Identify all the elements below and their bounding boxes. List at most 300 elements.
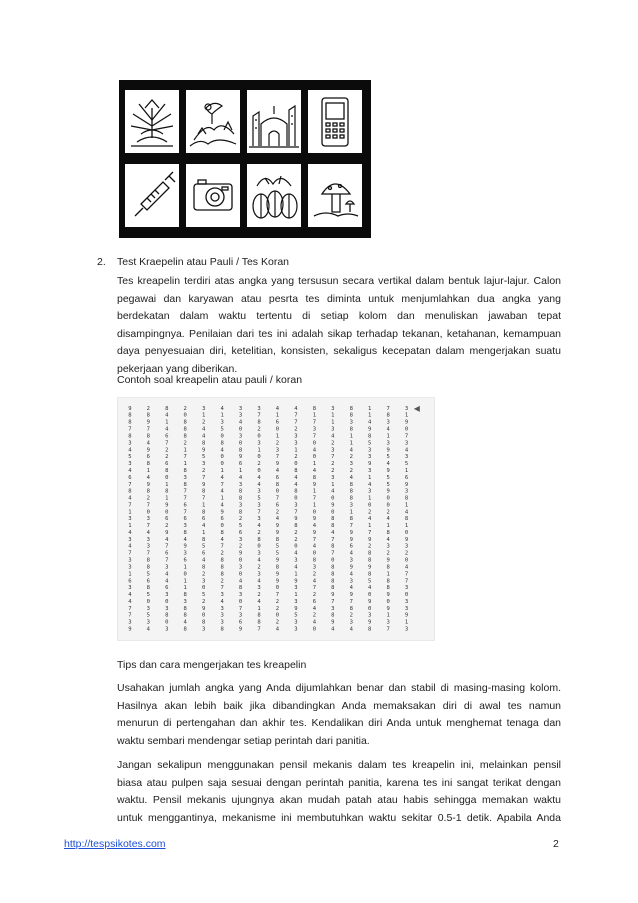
grid-digit: 8 (312, 557, 317, 564)
page-number: 2 (553, 838, 559, 850)
grid-digit: 8 (202, 488, 206, 495)
grid-digit: 3 (294, 626, 298, 633)
grid-digit: 0 (404, 529, 409, 536)
grid-digit: 3 (275, 447, 280, 454)
grid-digit: 4 (220, 536, 224, 543)
grid-digit: 3 (146, 536, 151, 543)
grid-digit: 4 (404, 509, 409, 516)
grid-digit: 3 (257, 405, 261, 412)
paragraph-line: daya penyesuaian diri, ketelitian, konsisten, sekaligus kecepatan dalam mengerjakan suatu (117, 345, 561, 358)
grid-digit: 8 (183, 426, 187, 433)
grid-digit: 9 (238, 454, 243, 461)
grid-digit: 8 (312, 474, 317, 481)
grid-digit: 4 (146, 529, 151, 536)
grid-digit: 6 (238, 529, 243, 536)
grid-digit: 8 (368, 557, 372, 564)
grid-digit: 4 (257, 578, 261, 585)
grid-digit: 2 (257, 564, 261, 571)
grid-digit: 4 (146, 474, 151, 481)
grid-digit: 5 (238, 523, 243, 530)
grid-digit: 1 (331, 412, 335, 419)
grid-digit: 2 (257, 461, 261, 468)
grid-digit: 1 (165, 481, 169, 488)
grid-digit: 5 (275, 543, 280, 550)
grid-digit: 2 (368, 543, 372, 550)
grid-digit: 7 (368, 529, 372, 536)
grid-digit: 5 (202, 543, 206, 550)
grid-digit: 3 (368, 612, 372, 619)
grid-digit: 9 (146, 447, 151, 454)
grid-digit: 3 (331, 605, 335, 612)
grid-digit: 7 (128, 426, 132, 433)
grid-digit: 4 (404, 447, 409, 454)
grid-digit: 3 (294, 440, 298, 447)
grid-digit: 3 (128, 619, 132, 626)
footer-url-link[interactable]: http://tespsikotes.com (64, 838, 166, 850)
grid-digit: 7 (202, 474, 206, 481)
grid-digit: 9 (349, 529, 353, 536)
grid-digit: 0 (294, 495, 298, 502)
grid-digit: 4 (220, 474, 224, 481)
grid-digit: 8 (238, 488, 243, 495)
grid-digit: 5 (202, 454, 206, 461)
grid-digit: 8 (183, 467, 187, 474)
grid-digit: 5 (386, 481, 390, 488)
grid-digit: 5 (386, 454, 390, 461)
grid-digit: 4 (312, 523, 317, 530)
grid-digit: 1 (202, 502, 206, 509)
grid-digit: 4 (220, 447, 224, 454)
grid-digit: 4 (183, 619, 187, 626)
grid-digit: 7 (404, 571, 409, 578)
grid-digit: 2 (257, 592, 261, 599)
grid-digit: 8 (202, 440, 206, 447)
grid-digit: 9 (202, 447, 206, 454)
arrow-marker-icon (414, 406, 420, 412)
paragraph-line: pegawai dan karyawan atau pesrta tes diminta untuk menjumlahkan dua angka yang (117, 292, 561, 305)
grid-digit: 0 (202, 585, 206, 592)
grid-digit: 9 (349, 564, 353, 571)
paragraph-line: disampingnya. Penilaian dari tes ini adalah sikap terhadap tekanan, ketahanan, kemampuan (117, 327, 561, 340)
grid-digit: 5 (404, 461, 409, 468)
grid-digit: 9 (404, 536, 409, 543)
grid-digit: 9 (294, 578, 298, 585)
grid-digit: 3 (404, 598, 409, 605)
grid-digit: 1 (368, 474, 372, 481)
grid-digit: 3 (294, 502, 298, 509)
grid-digit: 9 (275, 571, 280, 578)
grid-digit: 0 (165, 509, 169, 516)
grid-digit: 1 (238, 467, 243, 474)
grid-digit: 8 (386, 564, 390, 571)
grid-digit: 3 (386, 619, 390, 626)
grid-digit: 9 (404, 419, 409, 426)
grid-digit: 9 (386, 467, 390, 474)
picture-test-figure (119, 80, 371, 238)
kraepelin-grid-image (117, 397, 435, 641)
grid-digit: 1 (404, 412, 409, 419)
grid-digit: 7 (386, 405, 390, 412)
grid-digit: 2 (257, 529, 261, 536)
grid-digit: 4 (238, 419, 243, 426)
grid-digit: 0 (368, 502, 372, 509)
grid-digit: 4 (312, 543, 317, 550)
grid-digit: 8 (368, 571, 372, 578)
grid-digit: 7 (331, 550, 335, 557)
grid-digit: 4 (257, 557, 261, 564)
grid-digit: 3 (386, 543, 390, 550)
grid-digit: 2 (294, 536, 298, 543)
grid-digit: 4 (257, 474, 261, 481)
grid-digit: 7 (220, 585, 224, 592)
grid-digit: 7 (404, 578, 409, 585)
grid-digit: 6 (202, 550, 206, 557)
grid-digit: 2 (275, 440, 280, 447)
grid-digit: 7 (146, 502, 151, 509)
grid-digit: 3 (128, 557, 132, 564)
grid-digit: 8 (386, 578, 390, 585)
grid-digit: 0 (257, 433, 261, 440)
grid-digit: 0 (294, 461, 298, 468)
grid-digit: 4 (349, 585, 353, 592)
grid-digit: 0 (165, 474, 169, 481)
grid-digit: 4 (404, 564, 409, 571)
grid-digit: 5 (128, 454, 132, 461)
grid-digit: 2 (275, 605, 280, 612)
grid-digit: 1 (165, 419, 169, 426)
grid-digit: 8 (349, 495, 353, 502)
grid-digit: 3 (257, 571, 261, 578)
grid-digit: 2 (294, 426, 298, 433)
grid-digit: 8 (165, 467, 169, 474)
grid-digit: 1 (312, 502, 317, 509)
grid-digit: 7 (183, 495, 187, 502)
grid-digit: 8 (220, 440, 224, 447)
grid-digit: 6 (165, 550, 169, 557)
grid-digit: 3 (257, 440, 261, 447)
grid-digit: 4 (257, 523, 261, 530)
grid-digit: 9 (386, 447, 390, 454)
grid-digit: 6 (275, 502, 280, 509)
grid-digit: 4 (257, 481, 261, 488)
grid-digit: 2 (202, 467, 206, 474)
grid-digit: 4 (202, 426, 206, 433)
grid-digit: 8 (220, 626, 224, 633)
grid-digit: 3 (128, 585, 132, 592)
grid-digit: 9 (238, 550, 243, 557)
grid-digit: 1 (404, 523, 409, 530)
grid-digit: 9 (368, 461, 372, 468)
grid-digit: 2 (294, 529, 298, 536)
grid-digit: 8 (294, 488, 298, 495)
grid-digit: 4 (386, 516, 390, 523)
tips-heading: Tips dan cara mengerjakan tes kreapelin (117, 659, 307, 671)
grid-digit: 1 (128, 509, 132, 516)
grid-digit: 7 (312, 495, 317, 502)
grid-digit: 0 (275, 585, 280, 592)
grid-digit: 1 (183, 461, 187, 468)
grid-digit: 3 (368, 447, 372, 454)
grid-digit: 3 (368, 454, 372, 461)
grid-digit: 3 (331, 447, 335, 454)
grid-digit: 3 (128, 440, 132, 447)
grid-digit: 2 (202, 571, 206, 578)
grid-digit: 3 (238, 433, 243, 440)
grid-digit: 8 (368, 433, 372, 440)
grid-digit: 9 (202, 481, 206, 488)
grid-digit: 3 (165, 592, 169, 599)
grid-digit: 9 (165, 529, 169, 536)
grid-digit: 0 (257, 467, 261, 474)
grid-digit: 1 (294, 592, 298, 599)
example-caption: Contoh soal kreapelin atau pauli / koran (117, 374, 303, 386)
grid-digit: 1 (368, 495, 372, 502)
grid-digit: 9 (386, 557, 390, 564)
grid-digit: 6 (183, 516, 187, 523)
grid-digit: 2 (220, 550, 224, 557)
grid-digit: 8 (349, 488, 353, 495)
grid-digit: 4 (128, 543, 132, 550)
grid-digit: 4 (238, 578, 243, 585)
grid-digit: 9 (275, 529, 280, 536)
grid-digit: 8 (257, 419, 261, 426)
grid-digit: 8 (331, 612, 335, 619)
grid-digit: 9 (312, 481, 317, 488)
grid-digit: 1 (257, 447, 261, 454)
paragraph-line: berdekatan dalam waktu tertentu di setiap kolom dan menuliskan jawaban tepat (117, 310, 561, 323)
mobile-phone-icon (308, 90, 362, 153)
grid-digit: 4 (165, 571, 169, 578)
grid-digit: 1 (368, 405, 372, 412)
grid-digit: 3 (312, 564, 317, 571)
grid-digit: 8 (183, 419, 187, 426)
grid-digit: 1 (202, 529, 206, 536)
grid-digit: 3 (257, 550, 261, 557)
grid-digit: 3 (238, 412, 243, 419)
grid-digit: 4 (349, 626, 353, 633)
grid-digit: 3 (183, 523, 187, 530)
grid-digit: 6 (165, 516, 169, 523)
grid-digit: 8 (349, 412, 353, 419)
grid-digit: 0 (404, 426, 409, 433)
grid-digit: 7 (275, 495, 280, 502)
grid-digit: 3 (238, 502, 243, 509)
grid-digit: 3 (331, 474, 335, 481)
grid-digit: 6 (220, 516, 224, 523)
paragraph-line: waktu. Pensil mekanis ujungnya akan mudah patah atau habis sehingga memakan waktu (117, 794, 561, 807)
grid-digit: 6 (146, 578, 151, 585)
grid-digit: 6 (165, 461, 169, 468)
grid-digit: 9 (312, 529, 317, 536)
grid-digit: 2 (386, 550, 390, 557)
grid-digit: 4 (220, 488, 224, 495)
grid-digit: 2 (349, 612, 353, 619)
grid-digit: 2 (220, 578, 224, 585)
grid-digit: 5 (146, 592, 151, 599)
grid-digit: 8 (386, 585, 390, 592)
grid-digit: 4 (349, 474, 353, 481)
grid-digit: 2 (183, 440, 187, 447)
grid-digit: 8 (331, 571, 335, 578)
grid-digit: 1 (331, 419, 335, 426)
grid-digit: 7 (202, 495, 206, 502)
grid-digit: 3 (257, 488, 261, 495)
grid-digit: 7 (128, 481, 132, 488)
grid-digit: 9 (238, 626, 243, 633)
grid-digit: 4 (312, 467, 317, 474)
grid-digit: 4 (128, 592, 132, 599)
grid-digit: 1 (386, 571, 390, 578)
grid-digit: 1 (404, 619, 409, 626)
grid-digit: 2 (238, 543, 243, 550)
grid-digit: 7 (128, 605, 132, 612)
grid-digit: 9 (202, 605, 206, 612)
grid-digit: 7 (275, 592, 280, 599)
grid-digit: 7 (146, 550, 151, 557)
grid-digit: 3 (220, 619, 224, 626)
paragraph-line: biasa atau pulpen saja sesuai dengan perintah panitia, karena tes ini sangat terikat dengan (117, 776, 561, 789)
grid-digit: 1 (220, 467, 224, 474)
grid-digit: 7 (128, 502, 132, 509)
grid-digit: 3 (238, 592, 243, 599)
grid-digit: 9 (386, 605, 390, 612)
grid-digit: 3 (238, 405, 243, 412)
grid-digit: 6 (275, 419, 280, 426)
grid-digit: 0 (165, 598, 169, 605)
section-title: Test Kraepelin atau Pauli / Tes Koran (117, 256, 289, 268)
grid-digit: 3 (368, 467, 372, 474)
grid-digit: 1 (294, 571, 298, 578)
grid-digit: 9 (368, 598, 372, 605)
grid-digit: 1 (165, 495, 169, 502)
grid-digit: 3 (386, 419, 390, 426)
grid-digit: 8 (183, 481, 187, 488)
grid-digit: 4 (368, 585, 372, 592)
grid-digit: 8 (165, 488, 169, 495)
grid-digit: 4 (202, 523, 206, 530)
grid-digit: 8 (238, 447, 243, 454)
grid-digit: 6 (275, 474, 280, 481)
grid-digit: 8 (183, 605, 187, 612)
grid-digit: 8 (183, 592, 187, 599)
grid-digit: 4 (294, 550, 298, 557)
grid-digit: 9 (368, 426, 372, 433)
grid-digit: 9 (312, 516, 317, 523)
grid-digit: 3 (165, 564, 169, 571)
grid-digit: 8 (165, 612, 169, 619)
grid-digit: 4 (146, 440, 151, 447)
list-number: 2. (97, 256, 106, 268)
grid-digit: 1 (183, 585, 187, 592)
grid-digit: 3 (404, 405, 409, 412)
grid-digit: 4 (312, 447, 317, 454)
grid-digit: 4 (202, 557, 206, 564)
grid-digit: 3 (349, 557, 353, 564)
grid-digit: 4 (275, 516, 280, 523)
grid-digit: 7 (331, 598, 335, 605)
grid-digit: 0 (312, 454, 317, 461)
grid-digit: 1 (368, 412, 372, 419)
grid-digit: 3 (404, 440, 409, 447)
grid-digit: 1 (386, 612, 390, 619)
grid-digit: 8 (128, 419, 132, 426)
grid-digit: 8 (183, 626, 187, 633)
grid-digit: 6 (128, 578, 132, 585)
grid-digit: 9 (331, 502, 335, 509)
grid-digit: 4 (128, 447, 132, 454)
grid-digit: 4 (368, 481, 372, 488)
grid-digit: 4 (146, 626, 151, 633)
grid-digit: 3 (202, 626, 206, 633)
grid-digit: 3 (404, 543, 409, 550)
grid-digit: 3 (404, 488, 409, 495)
grid-digit: 7 (165, 557, 169, 564)
grid-digit: 7 (183, 509, 187, 516)
grid-digit: 8 (165, 405, 169, 412)
grid-digit: 7 (146, 523, 151, 530)
grid-digit: 9 (220, 509, 224, 516)
grid-digit: 8 (146, 461, 151, 468)
grid-digit: 8 (331, 564, 335, 571)
grid-digit: 3 (368, 488, 372, 495)
grid-digit: 7 (183, 454, 187, 461)
grid-digit: 8 (275, 536, 280, 543)
grid-digit: 4 (165, 578, 169, 585)
grid-digit: 8 (202, 509, 206, 516)
grid-digit: 0 (312, 626, 317, 633)
grid-digit: 3 (294, 619, 298, 626)
grid-digit: 4 (128, 495, 132, 502)
grid-digit: 7 (312, 585, 317, 592)
grid-digit: 0 (331, 557, 335, 564)
grid-digit: 8 (386, 529, 390, 536)
grid-digit: 0 (368, 605, 372, 612)
grid-digit: 4 (368, 419, 372, 426)
grid-digit: 7 (220, 543, 224, 550)
grid-digit: 8 (331, 585, 335, 592)
grid-digit: 1 (275, 412, 280, 419)
grid-digit: 7 (183, 488, 187, 495)
grid-digit: 3 (331, 405, 335, 412)
grid-digit: 2 (146, 405, 151, 412)
grid-digit: 1 (220, 412, 224, 419)
grid-digit: 8 (331, 578, 335, 585)
paragraph-line: pekerjaan yang diberikan. (117, 362, 238, 375)
grid-digit: 9 (275, 578, 280, 585)
grid-digit: 0 (386, 598, 390, 605)
grid-digit: 4 (165, 426, 169, 433)
grid-digit: 1 (202, 412, 206, 419)
grid-digit: 4 (294, 564, 298, 571)
tips-paragraph-1 (117, 680, 561, 750)
grid-digit: 3 (404, 585, 409, 592)
grid-digit: 0 (238, 557, 243, 564)
grid-digit: 0 (183, 571, 187, 578)
grid-digit: 4 (128, 467, 132, 474)
grid-digit: 3 (312, 426, 317, 433)
paragraph-line: Jangan sekalipun menggunakan pensil mekanis dalam tes kreapelin ini, melainkan pensil (117, 759, 561, 771)
grid-digit: 4 (294, 474, 298, 481)
grid-digit: 0 (146, 598, 151, 605)
grid-digit: 7 (294, 419, 298, 426)
grid-digit: 2 (165, 447, 169, 454)
grid-digit: 8 (368, 550, 372, 557)
grid-digit: 1 (331, 481, 335, 488)
grid-digit: 7 (312, 419, 317, 426)
grid-digit: 3 (183, 550, 187, 557)
grid-digit: 8 (368, 626, 372, 633)
leaves-icon (247, 164, 301, 227)
